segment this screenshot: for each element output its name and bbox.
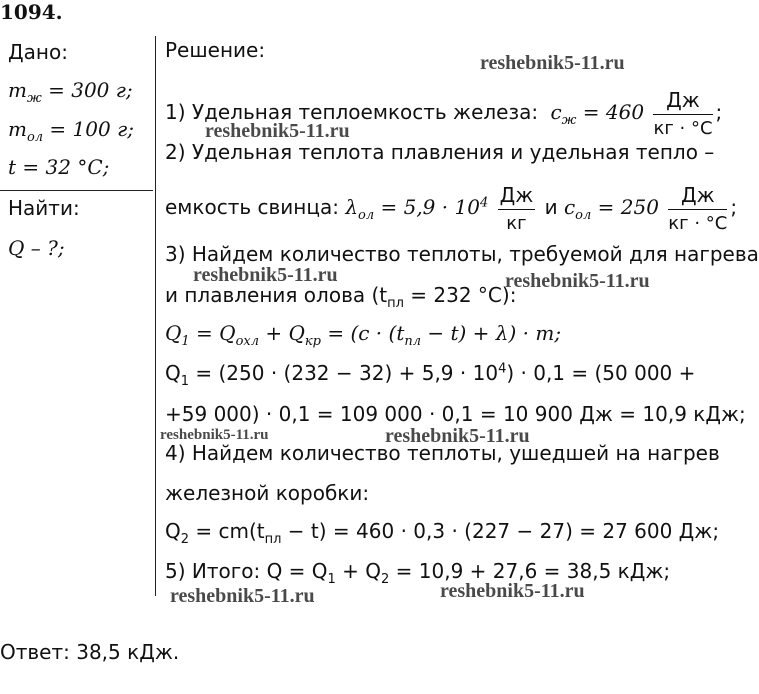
step3-line1: 3) Найдем количество теплоты, требуемой для нагрева <box>165 242 759 266</box>
step3-line2: и плавления олова ($t_{пл} = 232$ °C): <box>165 283 517 311</box>
answer: Ответ: 38,5 кДж. <box>0 640 180 664</box>
step4-line2: железной коробки: <box>165 481 370 505</box>
watermark: reshebnik5-11.ru <box>480 52 625 74</box>
solution-header: Решение: <box>165 38 266 62</box>
watermark: reshebnik5-11.ru <box>170 585 315 607</box>
step3-q1-formula: $Q_1 = Q_{охл} + Q_{кр} = (c \cdot (t_{пл} - t) + \lambda) \cdot m$; <box>165 321 562 349</box>
given-mass-tin: $m_{ол} = 100$ г; <box>8 117 134 145</box>
given-header: Дано: <box>8 40 68 64</box>
watermark: reshebnik5-11.ru <box>505 270 650 292</box>
step3-q1-calc2: +59 000) · 0,1 = 109 000 · 0,1 = 10 900 Дж = 10,9 кДж; <box>165 402 746 426</box>
watermark: reshebnik5-11.ru <box>385 425 530 447</box>
find-value: Q – ?; <box>8 236 65 260</box>
watermark: reshebnik5-11.ru <box>193 264 338 286</box>
step4-q2: $Q_2 = cm(t_{пл} - t) = 460 \cdot 0,3 \cdot (227 - 27) = 27$ 600 Дж; <box>165 519 720 547</box>
watermark: reshebnik5-11.ru <box>205 120 350 142</box>
find-header: Найти: <box>8 196 80 220</box>
step2-line1: 2) Удельная теплота плавления и удельная тепло – <box>165 140 715 164</box>
problem-number: 1094. <box>0 0 63 24</box>
given-divider <box>0 190 153 191</box>
watermark: reshebnik5-11.ru <box>440 580 585 602</box>
column-divider <box>155 36 156 596</box>
step4-line1: 4) Найдем количество теплоты, ушедшей на нагрев <box>165 441 720 465</box>
step1: 1) Удельная теплоемкость железа: $c_ж = 460$ $\frac{Дж}{кг \cdot ^\circ C}$ ; <box>165 88 723 139</box>
step3-q1-calc1: $Q_1 = (250 \cdot (232 - 32) + 5,9 \cdot 10^4) \cdot 0,1 = (50$ 000 + <box>165 361 696 389</box>
watermark: reshebnik5-11.ru <box>160 427 269 443</box>
step2-line2: емкость свинца: $\lambda_{ол} = 5,9 \cdot 10^4$ $\frac{Дж}{кг}$ и $c_{ол} = 250$ $\frac{Дж}{кг \cdot ^\circ C}$ ; <box>165 183 738 234</box>
step5-total: 5) Итого: $Q = Q_1 + Q_2 = 10,9 + 27,6 = 38,5$ кДж; <box>165 559 671 587</box>
given-temperature: t = 32 °C; <box>8 155 110 179</box>
given-mass-iron: $m_ж = 300$ г; <box>8 78 133 106</box>
